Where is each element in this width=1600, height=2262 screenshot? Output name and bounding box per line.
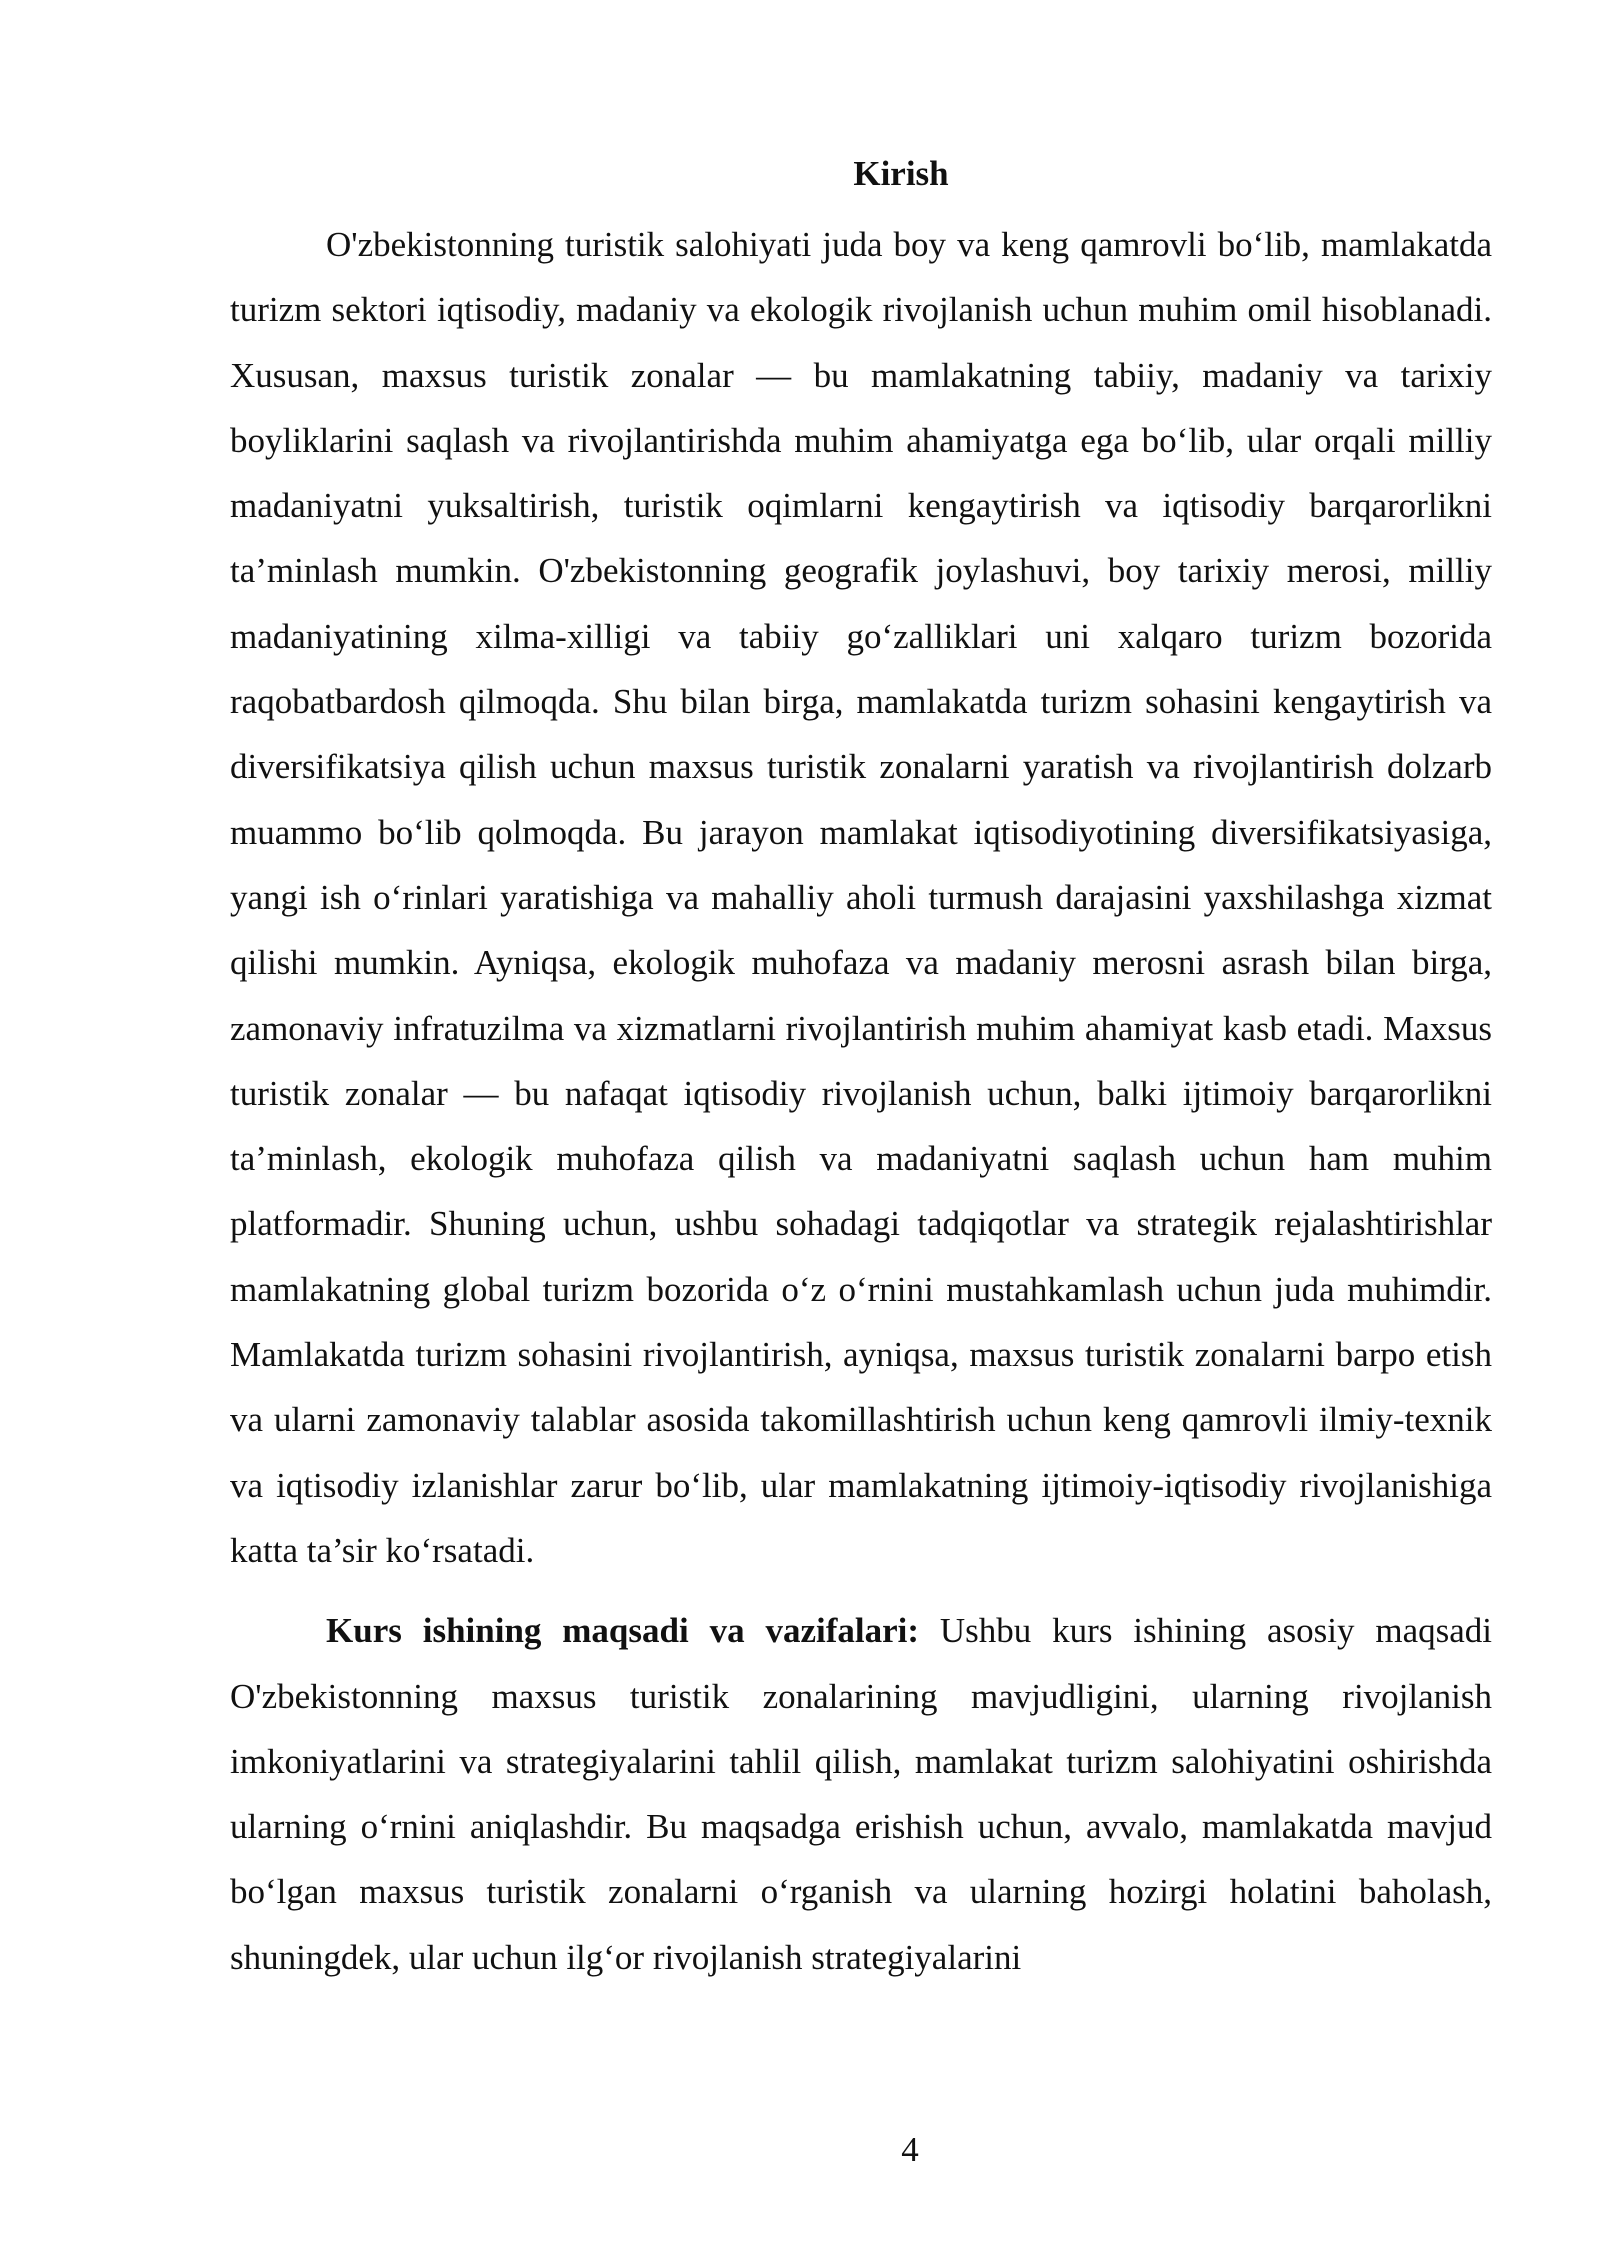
goals-paragraph-text: Ushbu kurs ishining asosiy maqsadi O'zbekistonning maxsus turistik zonalarining mavjudligini, ularning rivojlanish imkoniyatlarini va strategiyalarini tahlil qilish, mamlakat turizm salohiyatini oshirishda ularning o‘rnini aniqlashdir. Bu maqsadga erishish uchun, avvalo, mamlakatda mavjud bo‘lgan maxsus turistik zonalarni o‘rganish va ularning hozirgi holatini baholash, shuningdek, ular uchun ilg‘or rivojlanish strategiyalarini xyxy=(230,1611,1492,1977)
section-heading: Kirish xyxy=(853,154,949,193)
goals-paragraph-lead: Kurs ishining maqsadi va vazifalari: xyxy=(326,1611,920,1651)
page-number: 4 xyxy=(901,2130,919,2169)
intro-paragraph xyxy=(230,212,1492,1583)
goals-paragraph xyxy=(230,1598,1492,1990)
intro-paragraph-text: O'zbekistonning turistik salohiyati juda boy va keng qamrovli bo‘lib, mamlakatda turizm sektori iqtisodiy, madaniy va ekologik rivojlanish uchun muhim omil hisoblanadi. Xususan, maxsus turistik zonalar — bu mamlakatning tabiiy, madaniy va tarixiy boyliklarini saqlash va rivojlantirishda muhim ahamiyatga ega bo‘lib, ular orqali milliy madaniyatni yuksaltirish, turistik oqimlarni kengaytirish va iqtisodiy barqarorlikni ta’minlash mumkin. O'zbekistonning geografik joylashuvi, boy tarixiy merosi, milliy madaniyatining xilma-xilligi va tabiiy go‘zalliklari uni xalqaro turizm bozorida raqobatbardosh qilmoqda. Shu bilan birga, mamlakatda turizm sohasini kengaytirish va diversifikatsiya qilish uchun maxsus turistik zonalarni yaratish va rivojlantirish dolzarb muammo bo‘lib qolmoqda. Bu jarayon mamlakat iqtisodiyotining diversifikatsiyasiga, yangi ish o‘rinlari yaratishiga va mahalliy aholi turmush darajasini yaxshilashga xizmat qilishi mumkin. Ayniqsa, ekologik muhofaza va madaniy merosni asrash bilan birga, zamonaviy infratuzilma va xizmatlarni rivojlantirish muhim ahamiyat kasb etadi. Maxsus turistik zonalar — bu nafaqat iqtisodiy rivojlanish uchun, balki ijtimoiy barqarorlikni ta’minlash, ekologik muhofaza qilish va madaniyatni saqlash uchun ham muhim platformadir. Shuning uchun, ushbu sohadagi tadqiqotlar va strategik rejalashtirishlar mamlakatning global turizm bozorida o‘z o‘rnini mustahkamlash uchun juda muhimdir. Mamlakatda turizm sohasini rivojlantirish, ayniqsa, maxsus turistik zonalarni barpo etish va ularni zamonaviy talablar asosida takomillashtirish uchun keng qamrovli ilmiy-texnik va iqtisodiy izlanishlar zarur bo‘lib, ular mamlakatning ijtimoiy-iqtisodiy rivojlanishiga katta ta’sir ko‘rsatadi. xyxy=(230,225,1492,1570)
document-page xyxy=(230,148,1492,1990)
